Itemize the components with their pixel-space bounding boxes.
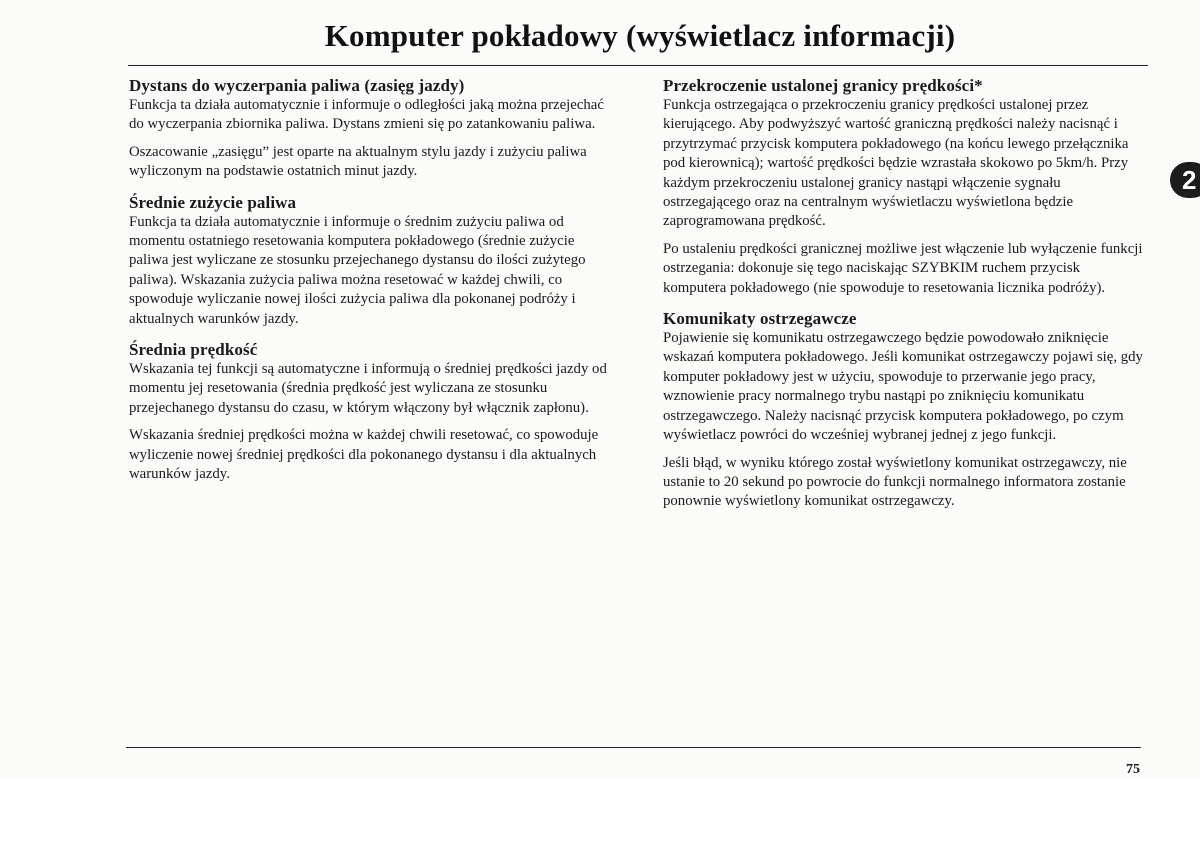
page-title: Komputer pokładowy (wyświetlacz informacji) [324,18,956,53]
section-heading: Średnie zużycie paliwa [129,192,297,212]
page-number: 75 [1126,762,1140,777]
section-paragraph: Funkcja ta działa automatycznie i informuje o średnim zużyciu paliwa od momentu ostatniego resetowania komputera pokładowego (średnie zużycie paliwa jest wyliczane ze stosunku przejechanego dystansu do ilości zużytego paliwa). Wskazania zużycia paliwa można resetować w każdej chwili, co spowoduje wyliczanie nowej ilości zużycia paliwa dla pokonanej podróży i aktualnych warunków jazdy. [129,213,586,327]
section-paragraph: Funkcja ostrzegająca o przekroczeniu granicy prędkości ustalonej przez kierującego. Aby podwyższyć wartość graniczną prędkości należy nacisnąć i przytrzymać przycisk komputera pokładowego (na końcu lewego przełącznika pod kierownicą); wartość prędkości będzie wzrastała skokowo po 5km/h. Przy każdym przekroczeniu ustalonej granicy nastąpi włączenie sygnału ostrzegającego oraz na centralnym wyświetlaczu wyświetlona będzie zaprogramowana prędkość. [663,97,1129,230]
section-heading: Średnia prędkość [129,340,258,360]
section-avg-speed [129,340,611,484]
section-avg-fuel [129,193,611,329]
section-range [129,76,611,182]
section-paragraph: Pojawienie się komunikatu ostrzegawczego będzie powodowało zniknięcie wskazań komputera pokładowego. Jeśli komunikat ostrzegawczy pojawi się, gdy komputer pokładowy jest w użyciu, spowoduje to przerwanie jego pracy, wznowienie pracy normalnego trybu nastąpi po zniknięciu komunikatu ostrzegawczego. Należy nacisnąć przycisk komputera pokładowego, po czym wyświetlacz powróci do wcześniej wybranej jednej z jego funkcji. [663,330,1143,444]
title-rule [128,65,1148,66]
section-paragraph: Funkcja ta działa automatycznie i informuje o odległości jaką można przejechać do wyczerpania zbiornika paliwa. Dystans zmieni się po zatankowaniu paliwa. [129,97,604,133]
section-paragraph: Jeśli błąd, w wyniku którego został wyświetlony komunikat ostrzegawczy, nie ustanie to 20 sekund po powrocie do funkcji normalnego informatora zostanie ponownie wyświetlony komunikat ostrzegawczy. [663,454,1127,510]
chapter-tab: 2 [1170,162,1200,198]
section-warnings [663,309,1147,512]
section-heading: Przekroczenie ustalonej granicy prędkości* [663,76,983,95]
section-paragraph: Po ustaleniu prędkości granicznej możliwe jest włączenie lub wyłączenie funkcji ostrzegania: dokonuje się tego naciskając SZYBKIM ruchem przycisk komputera pokładowego (nie spowoduje to resetowania licznika podróży). [663,240,1143,296]
section-paragraph: Wskazania średniej prędkości można w każdej chwili resetować, co spowoduje wyliczenie nowej średniej prędkości dla pokonanego dystansu i dla aktualnych warunków jazdy. [129,427,599,483]
footer-rule [126,747,1141,748]
right-column [663,76,1147,523]
section-paragraph: Oszacowanie „zasięgu” jest oparte na aktualnym stylu jazdy i zużyciu paliwa wyliczonym na podstawie ostatnich minut jazdy. [129,143,587,180]
left-column [129,76,611,496]
section-heading: Dystans do wyczerpania paliwa (zasięg jazdy) [129,76,465,95]
section-speed-limit [663,76,1147,298]
section-heading: Komunikaty ostrzegawcze [663,309,857,329]
section-paragraph: Wskazania tej funkcji są automatyczne i informują o średniej prędkości jazdy od momentu jej resetowania (średnia prędkość jest wyliczana ze stosunku przejechanego dystansu do czasu, w którym włączony był włącznik zapłonu). [129,361,607,416]
